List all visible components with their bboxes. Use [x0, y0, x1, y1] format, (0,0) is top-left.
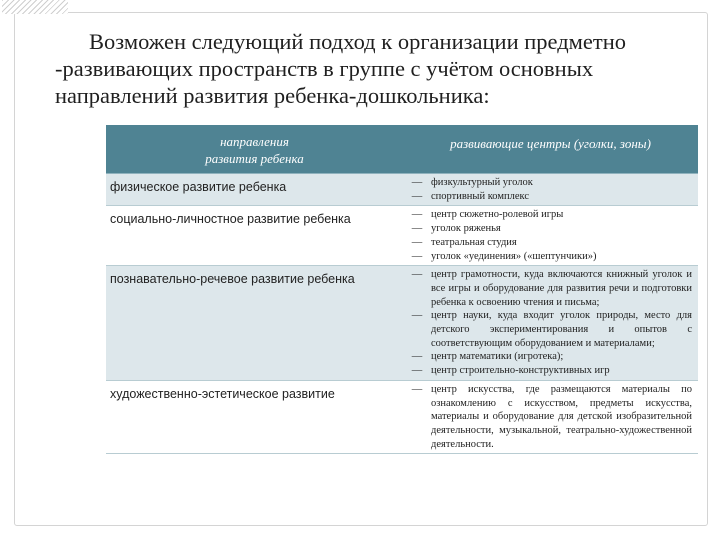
- centers-cell: [403, 174, 698, 205]
- table-row: [106, 174, 698, 206]
- list-item: [403, 350, 692, 364]
- centers-cell: [403, 206, 698, 265]
- list-item: [403, 222, 692, 236]
- table-row: [106, 266, 698, 381]
- header-directions-line2: развития ребенка: [205, 151, 304, 166]
- direction-cell: физическое развитие ребенка: [110, 180, 287, 194]
- title-line-1: Возможен следующий подход к организации предметно: [89, 29, 627, 54]
- dash-mark: —: [411, 351, 423, 363]
- item-text: уголок ряженья: [431, 223, 501, 235]
- direction-cell: социально-личностное развитие ребенка: [110, 212, 351, 227]
- item-text: уголок «уединения» («шептунчики»): [431, 250, 597, 262]
- dash-mark: —: [411, 177, 423, 188]
- item-text: центр грамотности, куда включаются книжный уголок и все игры и оборудование для развития речи и подготовки ребенка к освоению чтения и письма;: [431, 269, 692, 308]
- list-item: [403, 236, 692, 250]
- dash-mark: —: [411, 236, 423, 248]
- table-row: [106, 381, 698, 455]
- dash-mark: —: [411, 269, 423, 281]
- dash-mark: —: [411, 209, 423, 221]
- list-item: [403, 250, 692, 264]
- dash-mark: —: [411, 190, 423, 202]
- list-item: [403, 383, 692, 452]
- title-line-2: -развивающих пространств в группе с учётом основных: [55, 56, 594, 81]
- decorative-stripe: [2, 0, 68, 14]
- direction-cell: познавательно-речевое развитие ребенка: [110, 272, 355, 287]
- header-centers: развивающие центры (уголки, зоны): [450, 136, 651, 151]
- list-item: [403, 268, 692, 309]
- list-item: [403, 364, 692, 378]
- dash-mark: —: [411, 383, 423, 395]
- item-text: физкультурный уголок: [431, 177, 533, 188]
- item-text: центр сюжетно-ролевой игры: [431, 209, 564, 221]
- list-item: [403, 208, 692, 222]
- item-text: центр науки, куда входит уголок природы, место для детского экспериментирования и опытов с соответствующим оборудованием и материалами;: [431, 310, 692, 349]
- table-header: [106, 125, 698, 174]
- dash-mark: —: [411, 365, 423, 377]
- dash-mark: —: [411, 223, 423, 235]
- list-item: [403, 190, 692, 204]
- list-item: [403, 309, 692, 350]
- dash-mark: —: [411, 310, 423, 322]
- item-text: центр строительно-конструктивных игр: [431, 365, 610, 377]
- development-table: [106, 125, 698, 454]
- header-directions: [106, 133, 403, 167]
- item-text: спортивный комплекс: [431, 190, 530, 202]
- direction-cell: художественно-эстетическое развитие: [110, 386, 335, 401]
- centers-cell: [403, 381, 698, 454]
- item-text: центр искусства, где размещаются материалы по ознакомлению с искусством, предметы искусства, материалы и оборудование для детской изобразительной деятельности, музыкальной, театрально-художественной деятельности.: [431, 383, 692, 450]
- dash-mark: —: [411, 250, 423, 262]
- title-line-3: направлений развития ребенка-дошкольника:: [55, 83, 490, 108]
- table-row: [106, 206, 698, 266]
- centers-cell: [403, 266, 698, 380]
- item-text: центр математики (игротека);: [431, 351, 564, 363]
- slide-title: [55, 28, 695, 109]
- item-text: театральная студия: [431, 236, 517, 248]
- header-directions-line1: направления: [220, 134, 289, 149]
- list-item: [403, 176, 692, 190]
